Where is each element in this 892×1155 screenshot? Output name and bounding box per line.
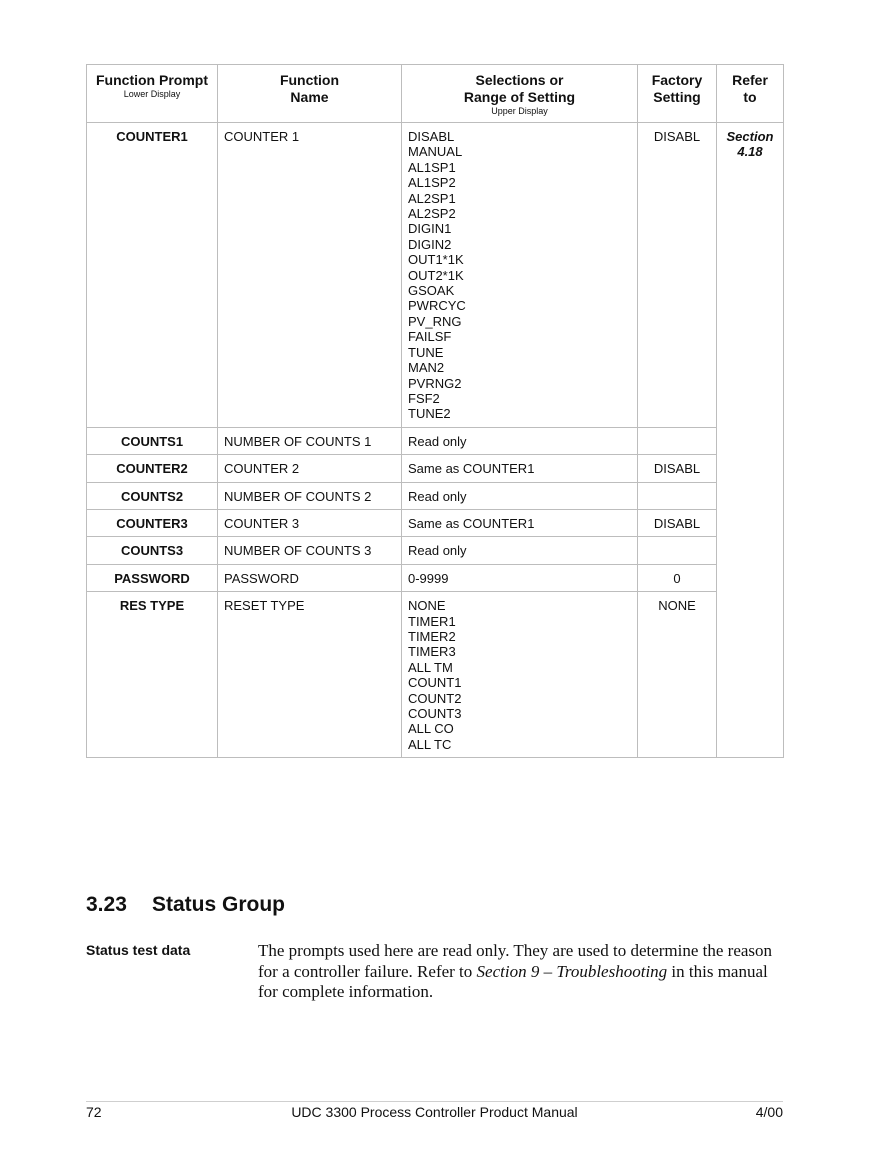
table-header-row — [87, 65, 784, 123]
selection-option: TUNE2 — [408, 406, 451, 422]
function-name-cell: COUNTER 2 — [218, 455, 402, 482]
function-prompt-cell: PASSWORD — [87, 564, 218, 591]
selection-option: AL1SP1 — [408, 159, 456, 175]
selection-option: AL2SP1 — [408, 190, 456, 206]
section-heading — [86, 893, 285, 917]
selection-option: OUT2*1K — [408, 267, 464, 283]
header-refer-line1: Refer — [732, 72, 768, 88]
table-row — [87, 537, 784, 564]
header-function-name-line1: Function — [279, 72, 340, 88]
selections-cell — [402, 455, 638, 482]
function-prompt-cell: RES TYPE — [87, 592, 218, 758]
function-name-cell: COUNTER 1 — [218, 123, 402, 428]
function-name-cell: NUMBER OF COUNTS 1 — [218, 427, 402, 454]
selection-option: AL1SP2 — [408, 175, 456, 191]
table-row — [87, 123, 784, 428]
factory-setting-cell: DISABL — [638, 123, 717, 428]
selection-option: Same as COUNTER1 — [408, 515, 535, 531]
body-text-part1: The prompts used here are read only. They are used to determine the reason for a controller failure. Refer to — [258, 941, 773, 981]
header-refer-line2: to — [743, 89, 757, 105]
header-selections-sublabel: Upper Display — [491, 106, 548, 116]
function-prompt-cell: COUNTS1 — [87, 427, 218, 454]
selection-option: TUNE — [408, 344, 444, 360]
selections-cell — [402, 537, 638, 564]
selection-option: OUT1*1K — [408, 252, 464, 268]
table-row — [87, 455, 784, 482]
selection-option: DIGIN2 — [408, 236, 452, 252]
header-factory-line1: Factory — [651, 72, 703, 88]
body-text-part2: in this manual for complete information. — [258, 961, 768, 1001]
table-row — [87, 564, 784, 591]
selection-option: MAN2 — [408, 360, 445, 376]
selection-option: TIMER2 — [408, 628, 456, 644]
selection-option: MANUAL — [408, 144, 463, 160]
header-refer-to — [717, 65, 784, 123]
function-name-cell: COUNTER 3 — [218, 509, 402, 536]
function-prompt-cell: COUNTS2 — [87, 482, 218, 509]
section-body-text — [258, 941, 784, 1003]
selection-option: TIMER1 — [408, 613, 456, 629]
side-label: Status test data — [86, 942, 191, 958]
header-selections — [402, 65, 638, 123]
selection-option: 0-9999 — [408, 570, 449, 586]
function-prompt-cell: COUNTER1 — [87, 123, 218, 428]
function-prompt-cell: COUNTS3 — [87, 537, 218, 564]
header-function-prompt-label: Function Prompt — [96, 72, 208, 88]
refer-to-text: Section — [726, 129, 774, 144]
page-footer — [86, 1104, 783, 1122]
parameter-table — [86, 64, 784, 758]
factory-setting-cell — [638, 482, 717, 509]
selection-option: COUNT3 — [408, 706, 462, 721]
selections-cell — [402, 564, 638, 591]
header-function-name — [218, 65, 402, 123]
header-function-name-line2: Name — [290, 89, 329, 105]
selection-option: NONE — [408, 598, 446, 614]
selections-cell — [402, 509, 638, 536]
function-name-cell: PASSWORD — [218, 564, 402, 591]
selection-option: Same as COUNTER1 — [408, 461, 535, 477]
selections-cell — [402, 427, 638, 454]
section-number: 3.23 — [86, 893, 127, 916]
factory-setting-cell — [638, 427, 717, 454]
header-function-prompt-sublabel: Lower Display — [123, 89, 181, 99]
factory-setting-cell: 0 — [638, 564, 717, 591]
function-name-cell: NUMBER OF COUNTS 3 — [218, 537, 402, 564]
selections-cell — [402, 482, 638, 509]
header-factory-line2: Setting — [653, 89, 701, 105]
selection-option: FAILSF — [408, 329, 452, 345]
footer-title: UDC 3300 Process Controller Product Manual — [291, 1104, 578, 1120]
footer-rule — [86, 1101, 783, 1102]
function-name-cell: NUMBER OF COUNTS 2 — [218, 482, 402, 509]
header-selections-line2: Range of Setting — [463, 89, 576, 105]
function-prompt-cell: COUNTER2 — [87, 455, 218, 482]
selection-option: DIGIN1 — [408, 221, 452, 237]
selection-option: ALL TM — [408, 659, 453, 675]
header-factory-setting — [638, 65, 717, 123]
selection-option: AL2SP2 — [408, 206, 456, 222]
table-body — [87, 123, 784, 758]
footer-date: 4/00 — [755, 1104, 783, 1120]
selection-option: Read only — [408, 433, 467, 449]
table-row — [87, 592, 784, 758]
selection-option: FSF2 — [408, 390, 440, 406]
selection-option: Read only — [408, 488, 467, 504]
factory-setting-cell: DISABL — [638, 455, 717, 482]
table-row — [87, 482, 784, 509]
header-selections-line1: Selections or — [475, 72, 564, 88]
refer-to-cell — [717, 123, 784, 758]
factory-setting-cell — [638, 537, 717, 564]
table-row — [87, 427, 784, 454]
section-title: Status Group — [152, 893, 286, 916]
table-row — [87, 509, 784, 536]
selections-cell — [402, 592, 638, 758]
selection-option: PWRCYC — [408, 298, 466, 314]
selection-option: DISABL — [408, 129, 455, 144]
selections-cell — [402, 123, 638, 428]
header-function-prompt — [87, 65, 218, 123]
selection-option: COUNT2 — [408, 690, 462, 706]
selection-option: PV_RNG — [408, 313, 462, 329]
page-number: 72 — [86, 1104, 102, 1120]
function-prompt-cell: COUNTER3 — [87, 509, 218, 536]
selection-option: ALL TC — [408, 736, 452, 752]
selection-option: Read only — [408, 543, 467, 559]
function-name-cell: RESET TYPE — [218, 592, 402, 758]
selection-option: PVRNG2 — [408, 375, 462, 391]
troubleshooting-reference: Section 9 – Troubleshooting — [476, 961, 668, 981]
selection-option: COUNT1 — [408, 675, 462, 691]
refer-to-text: 4.18 — [737, 144, 763, 160]
factory-setting-cell: NONE — [638, 592, 717, 758]
factory-setting-cell: DISABL — [638, 509, 717, 536]
selection-option: TIMER3 — [408, 644, 456, 660]
selection-option: GSOAK — [408, 283, 455, 299]
selection-option: ALL CO — [408, 721, 454, 737]
